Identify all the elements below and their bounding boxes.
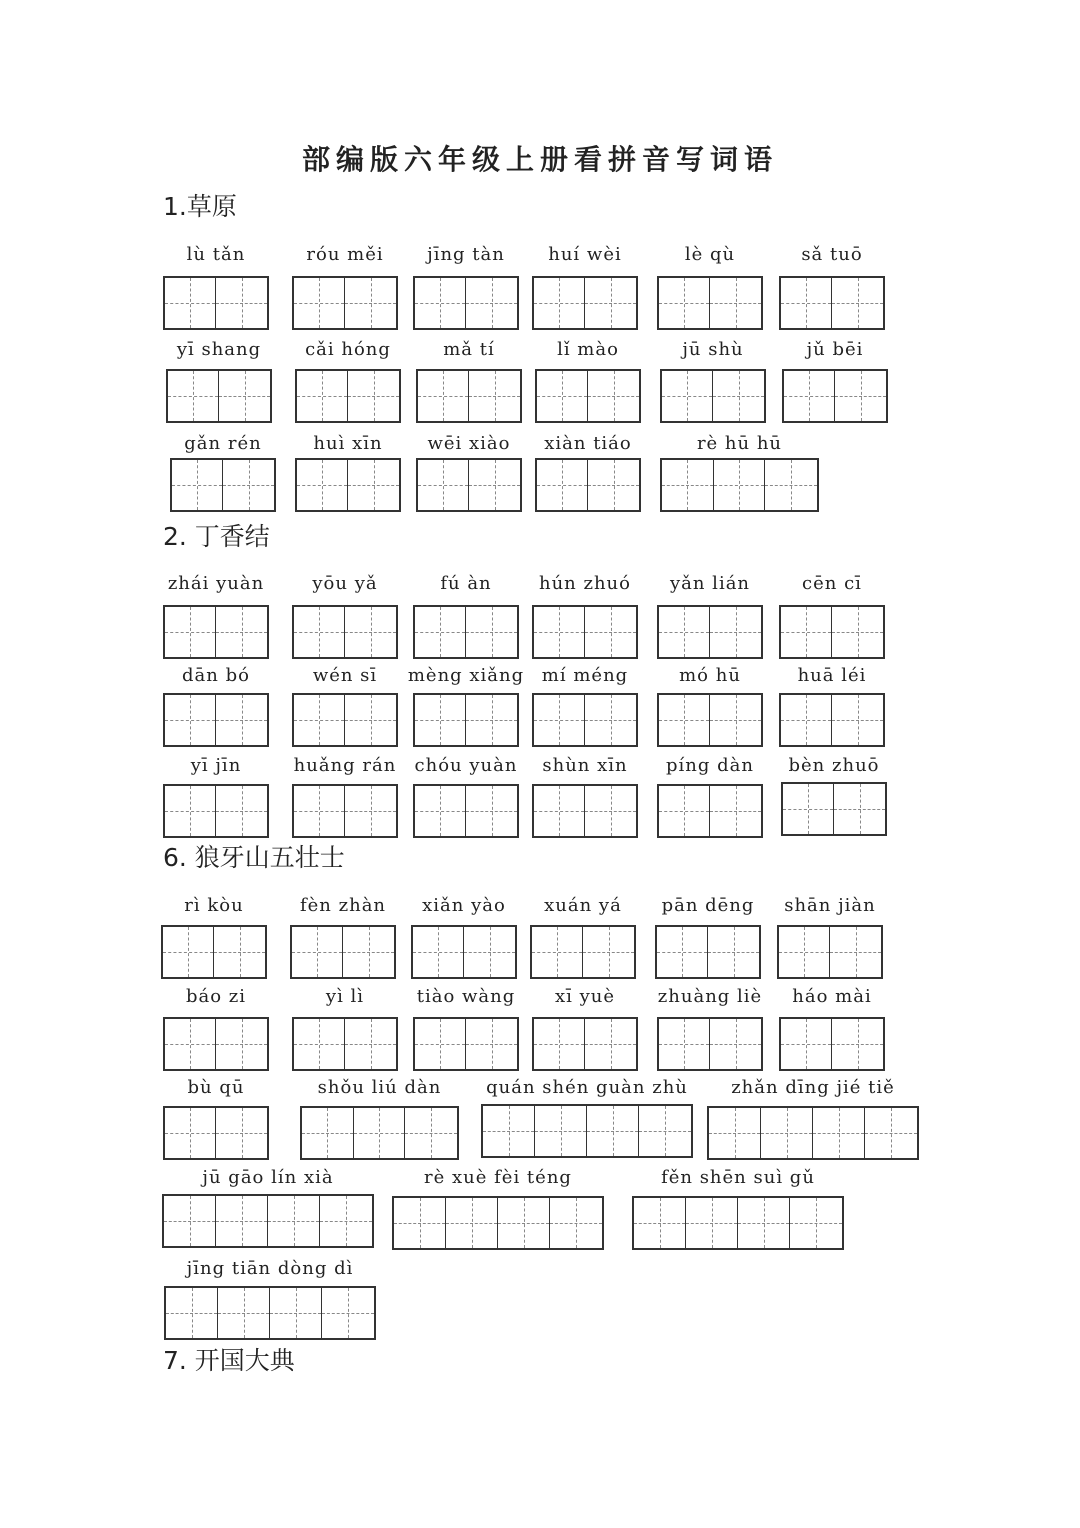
pinyin-label: mí méng <box>541 665 629 686</box>
character-grid[interactable] <box>532 693 638 747</box>
character-grid[interactable] <box>779 693 885 747</box>
character-grid[interactable] <box>655 925 761 979</box>
character-grid[interactable] <box>163 605 269 659</box>
tianzige-cell[interactable] <box>585 607 636 657</box>
tianzige-cell[interactable] <box>216 786 267 836</box>
tianzige-cell[interactable] <box>172 460 223 510</box>
tianzige-cell[interactable] <box>585 786 636 836</box>
tianzige-cell[interactable] <box>634 1198 686 1248</box>
tianzige-cell[interactable] <box>469 460 520 510</box>
tianzige-cell[interactable] <box>550 1198 602 1248</box>
tianzige-cell[interactable] <box>415 786 466 836</box>
pinyin-label: jīng tàn <box>427 244 505 265</box>
character-grid[interactable] <box>532 784 638 838</box>
tianzige-cell[interactable] <box>659 1019 710 1069</box>
tianzige-cell[interactable] <box>216 278 267 328</box>
pinyin-label: báo zi <box>185 986 247 1007</box>
character-grid[interactable] <box>782 369 888 423</box>
character-grid[interactable] <box>163 784 269 838</box>
tianzige-cell[interactable] <box>532 927 583 977</box>
pinyin-label: lǐ mào <box>557 339 619 360</box>
tianzige-cell[interactable] <box>790 1198 842 1248</box>
tianzige-cell[interactable] <box>297 371 348 421</box>
character-grid[interactable] <box>532 605 638 659</box>
pinyin-label: huā léi <box>797 665 867 686</box>
tianzige-cell[interactable] <box>415 695 466 745</box>
pinyin-label: shǒu liú dàn <box>317 1077 442 1098</box>
tianzige-cell[interactable] <box>294 695 345 745</box>
character-grid[interactable] <box>781 782 887 836</box>
character-grid[interactable] <box>657 1017 763 1071</box>
tianzige-cell[interactable] <box>534 695 585 745</box>
section-heading: 2. 丁香结 <box>163 522 270 551</box>
character-grid[interactable] <box>162 1194 374 1248</box>
tianzige-cell[interactable] <box>418 371 469 421</box>
character-grid[interactable] <box>660 369 766 423</box>
tianzige-cell[interactable] <box>345 278 396 328</box>
pinyin-label: bù qū <box>187 1077 245 1098</box>
character-grid[interactable] <box>530 925 636 979</box>
pinyin-label: huǎng rán <box>293 755 397 776</box>
tianzige-cell[interactable] <box>345 786 396 836</box>
pinyin-label: cǎi hóng <box>305 339 391 360</box>
character-grid[interactable] <box>532 276 638 330</box>
character-grid[interactable] <box>163 1017 269 1071</box>
tianzige-cell[interactable] <box>216 1019 267 1069</box>
tianzige-cell[interactable] <box>657 927 708 977</box>
tianzige-cell[interactable] <box>165 695 216 745</box>
character-grid[interactable] <box>163 276 269 330</box>
pinyin-label: chóu yuàn <box>414 755 518 776</box>
pinyin-label: cēn cī <box>802 573 862 594</box>
pinyin-label: shùn xīn <box>542 755 628 776</box>
character-grid[interactable] <box>657 605 763 659</box>
tianzige-cell[interactable] <box>534 786 585 836</box>
tianzige-cell[interactable] <box>214 927 265 977</box>
tianzige-cell[interactable] <box>659 278 710 328</box>
tianzige-cell[interactable] <box>413 927 464 977</box>
tianzige-cell[interactable] <box>294 607 345 657</box>
tianzige-cell[interactable] <box>585 695 636 745</box>
pinyin-label: xuán yá <box>544 895 622 916</box>
tianzige-cell[interactable] <box>405 1108 457 1158</box>
tianzige-cell[interactable] <box>418 460 469 510</box>
tianzige-cell[interactable] <box>534 278 585 328</box>
pinyin-label: zhái yuàn <box>167 573 265 594</box>
pinyin-label: tiào wàng <box>416 986 516 1007</box>
tianzige-cell[interactable] <box>710 278 761 328</box>
character-grid[interactable] <box>166 369 272 423</box>
pinyin-label: rè xuè fèi téng <box>424 1167 572 1188</box>
pinyin-label: xiàn tiáo <box>544 433 632 454</box>
pinyin-label: fèn zhàn <box>299 895 387 916</box>
pinyin-label: zhǎn dīng jié tiě <box>731 1077 895 1098</box>
tianzige-cell[interactable] <box>534 1019 585 1069</box>
tianzige-cell[interactable] <box>483 1106 535 1156</box>
tianzige-cell[interactable] <box>834 784 885 834</box>
character-grid[interactable] <box>413 693 519 747</box>
pinyin-label: rì kòu <box>184 895 244 916</box>
pinyin-label: huì xīn <box>313 433 383 454</box>
tianzige-cell[interactable] <box>165 786 216 836</box>
tianzige-cell[interactable] <box>713 371 764 421</box>
tianzige-cell[interactable] <box>466 695 517 745</box>
tianzige-cell[interactable] <box>588 460 639 510</box>
character-grid[interactable] <box>413 1017 519 1071</box>
tianzige-cell[interactable] <box>466 1019 517 1069</box>
character-grid[interactable] <box>295 458 401 512</box>
pinyin-label: mó hū <box>679 665 741 686</box>
section-heading: 7. 开国大典 <box>163 1346 295 1375</box>
tianzige-cell[interactable] <box>466 278 517 328</box>
pinyin-label: pān dēng <box>661 895 755 916</box>
tianzige-cell[interactable] <box>639 1106 691 1156</box>
pinyin-label: mǎ tí <box>443 339 495 360</box>
character-grid[interactable] <box>779 605 885 659</box>
character-grid[interactable] <box>660 458 819 512</box>
tianzige-cell[interactable] <box>165 278 216 328</box>
character-grid[interactable] <box>413 276 519 330</box>
tianzige-cell[interactable] <box>292 927 343 977</box>
section-heading: 1.草原 <box>163 192 237 221</box>
tianzige-cell[interactable] <box>165 607 216 657</box>
tianzige-cell[interactable] <box>394 1198 446 1248</box>
pinyin-label: jū gāo lín xià <box>202 1167 334 1188</box>
tianzige-cell[interactable] <box>830 927 881 977</box>
tianzige-cell[interactable] <box>348 371 399 421</box>
character-grid[interactable] <box>170 458 276 512</box>
pinyin-label: xiǎn yào <box>422 895 506 916</box>
character-grid[interactable] <box>413 784 519 838</box>
pinyin-label: wén sī <box>312 665 378 686</box>
tianzige-cell[interactable] <box>765 460 817 510</box>
tianzige-cell[interactable] <box>343 927 394 977</box>
character-grid[interactable] <box>295 369 401 423</box>
tianzige-cell[interactable] <box>659 695 710 745</box>
tianzige-cell[interactable] <box>781 1019 832 1069</box>
character-grid[interactable] <box>292 693 398 747</box>
tianzige-cell[interactable] <box>738 1198 790 1248</box>
tianzige-cell[interactable] <box>588 371 639 421</box>
pinyin-label: yǎn lián <box>669 573 751 594</box>
tianzige-cell[interactable] <box>813 1108 865 1158</box>
tianzige-cell[interactable] <box>710 607 761 657</box>
tianzige-cell[interactable] <box>585 1019 636 1069</box>
tianzige-cell[interactable] <box>216 607 267 657</box>
character-grid[interactable] <box>416 369 522 423</box>
pinyin-label: bèn zhuō <box>788 755 880 776</box>
character-grid[interactable] <box>532 1017 638 1071</box>
tianzige-cell[interactable] <box>781 695 832 745</box>
character-grid[interactable] <box>481 1104 693 1158</box>
character-grid[interactable] <box>292 605 398 659</box>
pinyin-label: dān bó <box>182 665 250 686</box>
character-grid[interactable] <box>777 925 883 979</box>
tianzige-cell[interactable] <box>779 927 830 977</box>
tianzige-cell[interactable] <box>415 1019 466 1069</box>
tianzige-cell[interactable] <box>464 927 515 977</box>
tianzige-cell[interactable] <box>662 371 713 421</box>
pinyin-label: mèng xiǎng <box>407 665 525 686</box>
pinyin-label: píng dàn <box>666 755 754 776</box>
character-grid[interactable] <box>416 458 522 512</box>
pinyin-label: yī jīn <box>190 755 242 776</box>
tianzige-cell[interactable] <box>268 1196 320 1246</box>
tianzige-cell[interactable] <box>781 607 832 657</box>
character-grid[interactable] <box>411 925 517 979</box>
character-grid[interactable] <box>657 693 763 747</box>
character-grid[interactable] <box>779 1017 885 1071</box>
tianzige-cell[interactable] <box>832 278 883 328</box>
tianzige-cell[interactable] <box>714 460 766 510</box>
pinyin-label: shān jiàn <box>784 895 876 916</box>
tianzige-cell[interactable] <box>216 1108 267 1158</box>
pinyin-label: zhuàng liè <box>657 986 763 1007</box>
tianzige-cell[interactable] <box>165 1019 216 1069</box>
tianzige-cell[interactable] <box>270 1288 322 1338</box>
character-grid[interactable] <box>535 458 641 512</box>
tianzige-cell[interactable] <box>297 460 348 510</box>
tianzige-cell[interactable] <box>345 607 396 657</box>
tianzige-cell[interactable] <box>294 278 345 328</box>
tianzige-cell[interactable] <box>163 927 214 977</box>
tianzige-cell[interactable] <box>415 278 466 328</box>
character-grid[interactable] <box>164 1286 376 1340</box>
pinyin-label: wēi xiào <box>427 433 511 454</box>
tianzige-cell[interactable] <box>469 371 520 421</box>
character-grid[interactable] <box>290 925 396 979</box>
tianzige-cell[interactable] <box>164 1196 216 1246</box>
character-grid[interactable] <box>392 1196 604 1250</box>
tianzige-cell[interactable] <box>466 786 517 836</box>
pinyin-label: jīng tiān dòng dì <box>186 1258 354 1279</box>
character-grid[interactable] <box>707 1106 919 1160</box>
character-grid[interactable] <box>779 276 885 330</box>
tianzige-cell[interactable] <box>498 1198 550 1248</box>
tianzige-cell[interactable] <box>781 278 832 328</box>
character-grid[interactable] <box>657 784 763 838</box>
tianzige-cell[interactable] <box>583 927 634 977</box>
tianzige-cell[interactable] <box>535 1106 587 1156</box>
tianzige-cell[interactable] <box>345 695 396 745</box>
tianzige-cell[interactable] <box>216 695 267 745</box>
character-grid[interactable] <box>161 925 267 979</box>
tianzige-cell[interactable] <box>216 1196 268 1246</box>
tianzige-cell[interactable] <box>322 1288 374 1338</box>
pinyin-label: jǔ bēi <box>806 339 864 360</box>
tianzige-cell[interactable] <box>302 1108 354 1158</box>
pinyin-label: gǎn rén <box>184 433 262 454</box>
pinyin-label: xī yuè <box>554 986 616 1007</box>
character-grid[interactable] <box>535 369 641 423</box>
character-grid[interactable] <box>632 1196 844 1250</box>
tianzige-cell[interactable] <box>835 371 886 421</box>
pinyin-label: huí wèi <box>548 244 622 265</box>
character-grid[interactable] <box>163 1106 269 1160</box>
pinyin-label: róu měi <box>306 244 384 265</box>
tianzige-cell[interactable] <box>659 786 710 836</box>
tianzige-cell[interactable] <box>659 607 710 657</box>
character-grid[interactable] <box>657 276 763 330</box>
pinyin-label: lù tǎn <box>186 244 246 265</box>
tianzige-cell[interactable] <box>709 1108 761 1158</box>
pinyin-label: yōu yǎ <box>312 573 378 594</box>
tianzige-cell[interactable] <box>537 371 588 421</box>
pinyin-label: hún zhuó <box>538 573 631 594</box>
tianzige-cell[interactable] <box>710 695 761 745</box>
section-heading: 6. 狼牙山五壮士 <box>163 843 345 872</box>
tianzige-cell[interactable] <box>686 1198 738 1248</box>
tianzige-cell[interactable] <box>832 1019 883 1069</box>
tianzige-cell[interactable] <box>165 1108 216 1158</box>
tianzige-cell[interactable] <box>168 371 219 421</box>
tianzige-cell[interactable] <box>320 1196 372 1246</box>
tianzige-cell[interactable] <box>219 371 270 421</box>
tianzige-cell[interactable] <box>587 1106 639 1156</box>
tianzige-cell[interactable] <box>585 278 636 328</box>
tianzige-cell[interactable] <box>537 460 588 510</box>
character-grid[interactable] <box>413 605 519 659</box>
pinyin-label: fěn shēn suì gǔ <box>661 1167 815 1188</box>
pinyin-label: quán shén guàn zhù <box>486 1077 688 1098</box>
tianzige-cell[interactable] <box>294 786 345 836</box>
pinyin-label: jū shù <box>682 339 744 360</box>
pinyin-label: yì lì <box>325 986 365 1007</box>
pinyin-label: yī shang <box>176 339 262 360</box>
tianzige-cell[interactable] <box>415 607 466 657</box>
character-grid[interactable] <box>292 276 398 330</box>
tianzige-cell[interactable] <box>446 1198 498 1248</box>
character-grid[interactable] <box>300 1106 459 1160</box>
tianzige-cell[interactable] <box>832 607 883 657</box>
tianzige-cell[interactable] <box>708 927 759 977</box>
tianzige-cell[interactable] <box>710 1019 761 1069</box>
tianzige-cell[interactable] <box>223 460 274 510</box>
tianzige-cell[interactable] <box>832 695 883 745</box>
tianzige-cell[interactable] <box>218 1288 270 1338</box>
pinyin-label: sǎ tuō <box>801 244 863 265</box>
tianzige-cell[interactable] <box>466 607 517 657</box>
pinyin-label: fú àn <box>440 573 492 594</box>
character-grid[interactable] <box>292 784 398 838</box>
tianzige-cell[interactable] <box>784 371 835 421</box>
page-title: 部编版六年级上册看拼音写词语 <box>301 143 778 176</box>
tianzige-cell[interactable] <box>534 607 585 657</box>
character-grid[interactable] <box>163 693 269 747</box>
tianzige-cell[interactable] <box>710 786 761 836</box>
tianzige-cell[interactable] <box>294 1019 345 1069</box>
tianzige-cell[interactable] <box>865 1108 917 1158</box>
character-grid[interactable] <box>292 1017 398 1071</box>
tianzige-cell[interactable] <box>662 460 714 510</box>
pinyin-label: háo mài <box>792 986 872 1007</box>
tianzige-cell[interactable] <box>348 460 399 510</box>
tianzige-cell[interactable] <box>166 1288 218 1338</box>
tianzige-cell[interactable] <box>761 1108 813 1158</box>
pinyin-label: rè hū hū <box>696 433 783 454</box>
tianzige-cell[interactable] <box>354 1108 406 1158</box>
tianzige-cell[interactable] <box>783 784 834 834</box>
tianzige-cell[interactable] <box>345 1019 396 1069</box>
pinyin-label: lè qù <box>684 244 736 265</box>
